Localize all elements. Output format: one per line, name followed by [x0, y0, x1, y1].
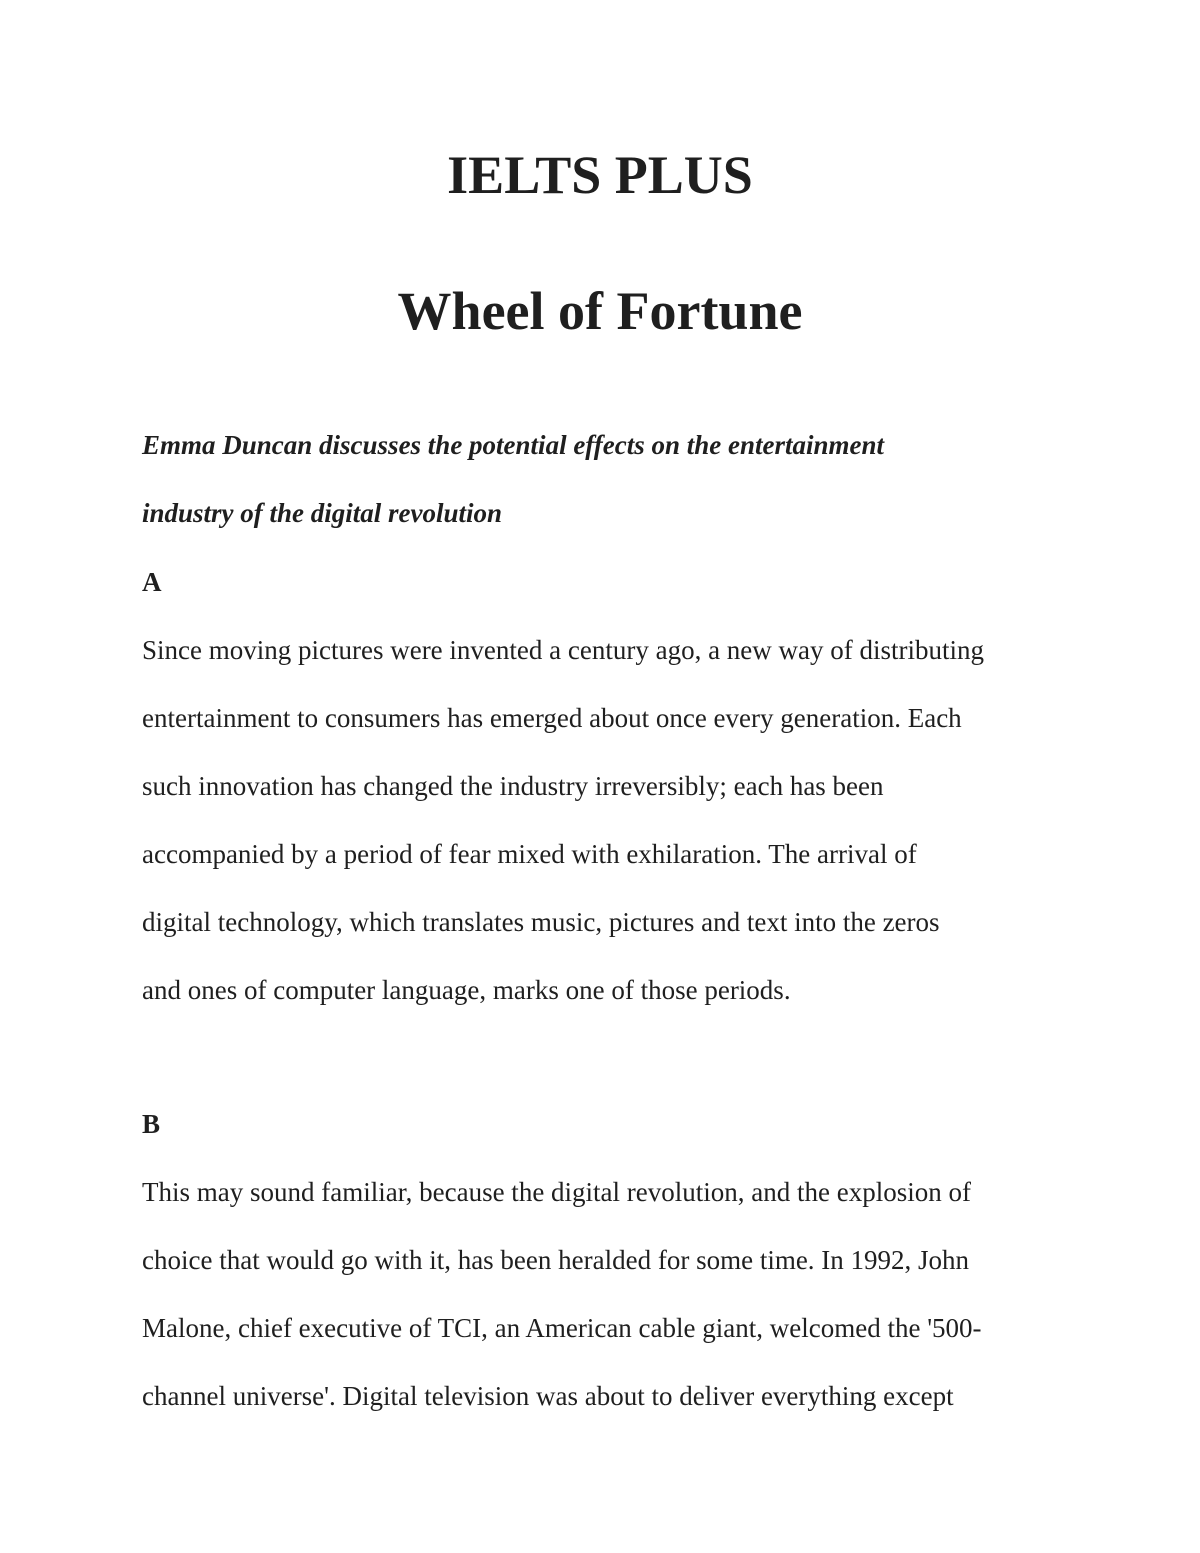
header-title: IELTS PLUS: [447, 145, 753, 205]
paragraph-a: [142, 616, 1082, 1024]
section-label-b: B: [142, 1109, 161, 1139]
paragraph-line: Since moving pictures were invented a century ago, a new way of distributing: [142, 635, 985, 665]
paragraph-line: and ones of computer language, marks one of those periods.: [142, 975, 791, 1005]
paragraph-line: such innovation has changed the industry irreversibly; each has been: [142, 771, 884, 801]
subtitle-line: Emma Duncan discusses the potential effects on the entertainment: [142, 430, 885, 460]
paragraph-line: channel universe'. Digital television was about to deliver everything except: [142, 1381, 954, 1411]
subtitle-line: industry of the digital revolution: [142, 498, 503, 528]
paragraph-line: choice that would go with it, has been heralded for some time. In 1992, John: [142, 1245, 970, 1275]
paragraph-line: Malone, chief executive of TCI, an American cable giant, welcomed the '500-: [142, 1313, 982, 1343]
article-title: Wheel of Fortune: [397, 281, 803, 341]
paragraph-line: entertainment to consumers has emerged about once every generation. Each: [142, 703, 962, 733]
paragraph-line: accompanied by a period of fear mixed with exhilaration. The arrival of: [142, 839, 917, 869]
article-subtitle: [142, 411, 1042, 547]
paragraph-line: This may sound familiar, because the digital revolution, and the explosion of: [142, 1177, 971, 1207]
paragraph-b: [142, 1158, 1082, 1430]
paragraph-line: digital technology, which translates music, pictures and text into the zeros: [142, 907, 940, 937]
section-label-a: A: [142, 567, 162, 597]
